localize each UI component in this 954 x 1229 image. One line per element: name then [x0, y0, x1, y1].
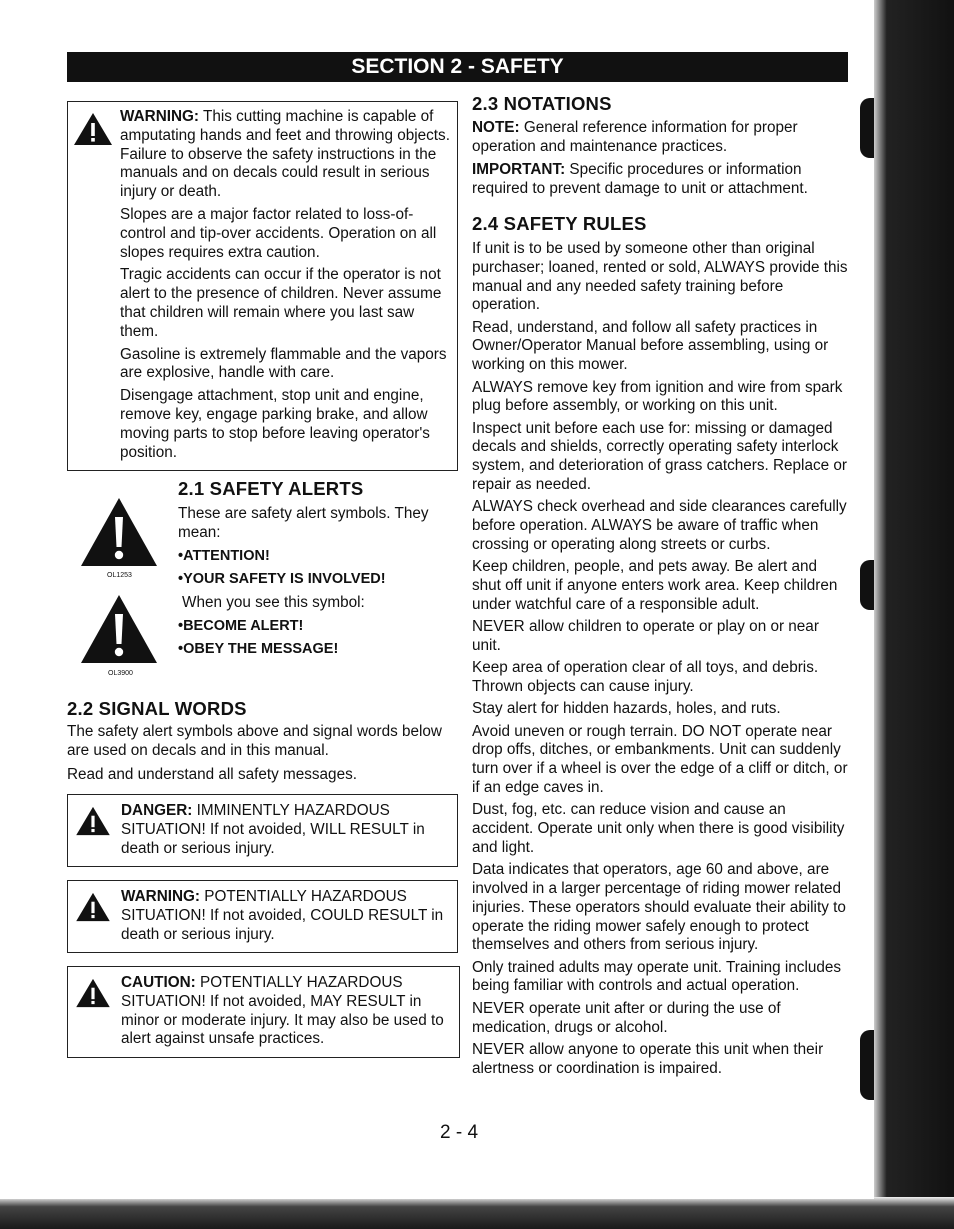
binder-tab: [860, 560, 874, 610]
warning-body: This cutting machine is capable of amputating hands and feet and throwing objects. Failure to observe the safety instructions in the manuals and on decals could result in serious injury or death.: [120, 108, 450, 201]
note-text: [472, 119, 852, 157]
note-body: General reference information for proper operation and maintenance practices.: [472, 119, 798, 155]
binding-shadow-right: [872, 0, 954, 1229]
safety-rule: Avoid uneven or rough terrain. DO NOT operate near drop offs, ditches, or embankments. Unit can suddenly turn over if a wheel is over the edge of a cliff or ditch, or if an edge caves in.: [472, 722, 848, 797]
safety-rule: Dust, fog, etc. can reduce vision and cause an accident. Operate unit only when there is good visibility and light.: [472, 801, 845, 856]
safety-rule: Keep area of operation clear of all toys, and debris. Thrown objects can cause injury.: [472, 659, 819, 696]
caution-text: [121, 974, 453, 1049]
section-title: SECTION 2 - SAFETY: [67, 52, 848, 82]
safety-rule: Data indicates that operators, age 60 and above, are involved in a larger percentage of riding mower related injuries. These operators should evaluate their ability to operate the riding mower safely enough to protect themselves and others from serious injury.: [472, 861, 846, 954]
warning-slopes: Slopes are a major factor related to loss-of-control and tip-over accidents. Operation on all slopes requires extra caution.: [120, 205, 437, 261]
warning-gasoline: Gasoline is extremely flammable and the vapors are explosive, handle with care.: [120, 345, 447, 382]
danger-text: [121, 802, 451, 858]
warning-signal-label: WARNING:: [121, 888, 201, 905]
signal-words-intro: The safety alert symbols above and signal words below are used on decals and in this manual.: [67, 723, 442, 759]
danger-triangle-icon: [75, 806, 111, 836]
note-label: NOTE:: [472, 119, 520, 136]
warning-box-text: [120, 108, 450, 462]
important-label: IMPORTANT:: [472, 161, 566, 178]
warning-disengage: Disengage attachment, stop unit and engine, remove key, engage parking brake, and allow moving parts to stop before leaving operator's position.: [120, 387, 430, 461]
alert-involved: •YOUR SAFETY IS INVOLVED!: [178, 571, 386, 587]
safety-rule: If unit is to be used by someone other than original purchaser; loaned, rented or sold, ALWAYS provide this manual and any needed safety training before operation.: [472, 240, 848, 314]
safety-rule: NEVER operate unit after or during the use of medication, drugs or alcohol.: [472, 999, 781, 1036]
page-number: 2 - 4: [440, 1122, 479, 1143]
heading-signal-words: 2.2 SIGNAL WORDS: [67, 698, 247, 719]
symbol-code-2: OL3900: [108, 670, 133, 677]
warning-triangle-icon: [75, 892, 111, 922]
warning-triangle-icon: [73, 112, 113, 146]
signal-words-read: Read and understand all safety messages.: [67, 766, 357, 783]
binder-tab: [860, 1030, 874, 1100]
danger-body: IMMINENTLY HAZARDOUS SITUATION! If not avoided, WILL RESULT in death or serious injury.: [121, 802, 425, 857]
warning-signal-body: POTENTIALLY HAZARDOUS SITUATION! If not avoided, COULD RESULT in death or serious injury.: [121, 888, 444, 943]
heading-notations: 2.3 NOTATIONS: [472, 93, 612, 114]
alert-attention: •ATTENTION!: [178, 548, 270, 564]
binder-tab: [860, 98, 874, 158]
heading-safety-alerts: 2.1 SAFETY ALERTS: [178, 478, 364, 499]
alert-obey: •OBEY THE MESSAGE!: [178, 641, 339, 657]
warning-label: WARNING:: [120, 108, 200, 125]
safety-rule: Inspect unit before each use for: missing or damaged decals and shields, correctly operating safety interlock system, and deterioration of grass catchers. Replace or repair as needed.: [472, 419, 847, 494]
alert-become: •BECOME ALERT!: [178, 618, 304, 634]
binding-shadow-bottom: [0, 1197, 954, 1229]
symbol-code-1: OL1253: [107, 572, 132, 579]
safety-alerts-intro: These are safety alert symbols. They mean:: [178, 505, 429, 541]
warning-signal-text: [121, 888, 451, 944]
alert-when: When you see this symbol:: [182, 594, 365, 611]
safety-rule: Only trained adults may operate unit. Training includes being familiar with controls and actual operation.: [472, 958, 842, 995]
safety-alert-symbol-icon: [80, 594, 158, 664]
safety-rule: Keep children, people, and pets away. Be alert and shut off unit if anyone enters work area. Keep children under watchful care of a responsible adult.: [472, 558, 838, 613]
safety-rules-list: [472, 240, 850, 1078]
caution-triangle-icon: [75, 978, 111, 1008]
warning-children: Tragic accidents can occur if the operator is not alert to the presence of children. Never assume that children will remain where you last saw them.: [120, 266, 442, 340]
danger-label: DANGER:: [121, 802, 193, 819]
important-body: Specific procedures or information required to prevent damage to unit or attachment.: [472, 161, 808, 197]
caution-body: POTENTIALLY HAZARDOUS SITUATION! If not avoided, MAY RESULT in minor or moderate injury. It may also be used to alert against unsafe practices.: [121, 974, 444, 1048]
safety-rule: ALWAYS check overhead and side clearances carefully before operation. ALWAYS be aware of traffic when crossing or operating along streets or curbs.: [472, 498, 847, 553]
safety-rule: Stay alert for hidden hazards, holes, and ruts.: [472, 700, 781, 718]
safety-rule: Read, understand, and follow all safety practices in Owner/Operator Manual before assembling, using or working on this mower.: [472, 318, 829, 374]
safety-rule: NEVER allow children to operate or play on or near unit.: [472, 618, 819, 654]
caution-label: CAUTION:: [121, 974, 196, 991]
safety-rule: ALWAYS remove key from ignition and wire from spark plug before assembly, or working on this unit.: [472, 378, 843, 415]
heading-safety-rules: 2.4 SAFETY RULES: [472, 213, 647, 234]
important-text: [472, 161, 847, 199]
safety-alert-symbol-icon: [80, 497, 158, 567]
safety-rule: NEVER allow anyone to operate this unit when their alertness or coordination is impaired.: [472, 1040, 824, 1077]
